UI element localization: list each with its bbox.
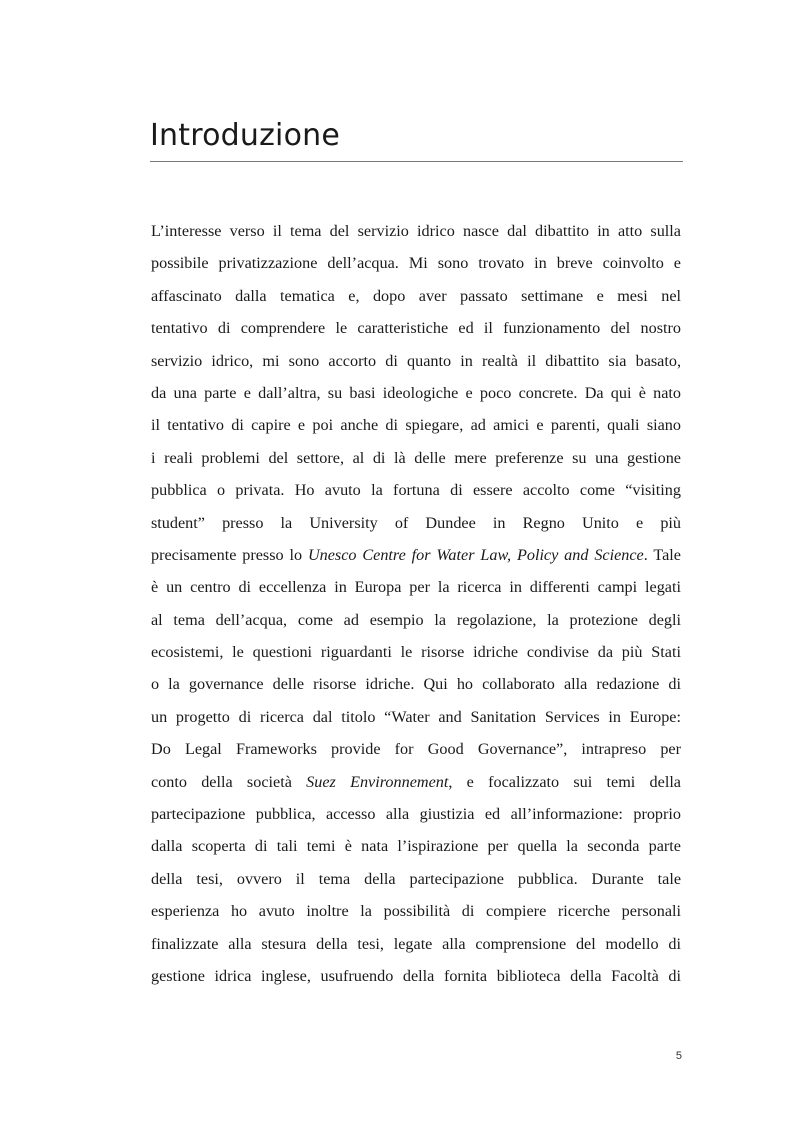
text-line [151,247,681,279]
text-run: possibile privatizzazione dell’acqua. Mi sono trovato in breve coinvolto e [151,254,681,273]
text-line [151,960,681,992]
text-line [151,830,681,862]
text-run: affascinato dalla tematica e, dopo aver passato settimane e mesi nel [151,286,681,305]
text-run: tentativo di comprendere le caratteristiche ed il funzionamento del nostro [151,319,681,338]
page-number: 5 [675,1050,682,1062]
text-run: , e focalizzato sui temi della [448,772,681,791]
text-run: ecosistemi, le questioni riguardanti le risorse idriche condivise da più Stati [151,643,681,662]
text-line [151,895,681,927]
text-run: i reali problemi del settore, al di là delle mere preferenze su una gestione [151,448,681,467]
italic-text: Unesco Centre for Water Law, Policy and Science [307,545,644,564]
text-run: al tema dell’acqua, come ad esempio la regolazione, la protezione degli [151,610,681,629]
text-run: un progetto di ricerca dal titolo “Water and Sanitation Services in Europe: [151,707,681,726]
text-line [151,668,681,700]
text-line [151,863,681,895]
text-run: Do Legal Frameworks provide for Good Governance”, intrapreso per [151,740,681,759]
text-run: student” presso la University of Dundee in Regno Unito e più [151,513,681,532]
text-line [151,280,681,312]
text-run: precisamente presso lo [151,545,308,564]
text-run: . Tale [643,545,681,564]
text-run: L’interesse verso il tema del servizio idrico nasce dal dibattito in atto sulla [151,222,681,240]
text-run: pubblica o privata. Ho avuto la fortuna di essere accolto come “visiting [151,481,681,500]
text-run: conto della società [151,772,307,791]
body-paragraph [151,215,681,992]
text-line [151,442,681,474]
chapter-title: Introduzione [150,118,341,153]
text-run: gestione idrica inglese, usufruendo della fornita biblioteca della Facoltà di [151,966,681,985]
text-line [151,409,681,441]
text-line [151,798,681,830]
text-run: è un centro di eccellenza in Europa per la ricerca in differenti campi legati [151,578,681,597]
text-line [151,377,681,409]
text-line [151,312,681,344]
text-line [151,345,681,377]
text-run: o la governance delle risorse idriche. Qui ho collaborato alla redazione di [151,675,681,694]
text-line [151,571,681,603]
text-line [151,604,681,636]
text-line [151,928,681,960]
text-run: servizio idrico, mi sono accorto di quanto in realtà il dibattito sia basato, [151,351,681,370]
text-line [151,474,681,506]
text-line [151,539,681,571]
text-run: da una parte e dall’altra, su basi ideologiche e poco concrete. Da qui è nato [151,383,681,402]
italic-text: Suez Environnement [306,772,449,791]
text-run: finalizzate alla stesura della tesi, legate alla comprensione del modello di [151,934,681,953]
text-line [151,507,681,539]
text-line [151,766,681,798]
text-line [151,701,681,733]
text-run: dalla scoperta di tali temi è nata l’ispirazione per quella la seconda parte [151,837,681,856]
text-line [151,733,681,765]
text-line [151,636,681,668]
text-line [151,215,681,247]
text-run: esperienza ho avuto inoltre la possibilità di compiere ricerche personali [151,902,681,921]
text-run: il tentativo di capire e poi anche di spiegare, ad amici e parenti, quali siano [151,416,681,435]
text-run: della tesi, ovvero il tema della partecipazione pubblica. Durante tale [151,869,681,888]
title-underline [150,161,683,162]
text-run: partecipazione pubblica, accesso alla giustizia ed all’informazione: proprio [151,805,681,824]
